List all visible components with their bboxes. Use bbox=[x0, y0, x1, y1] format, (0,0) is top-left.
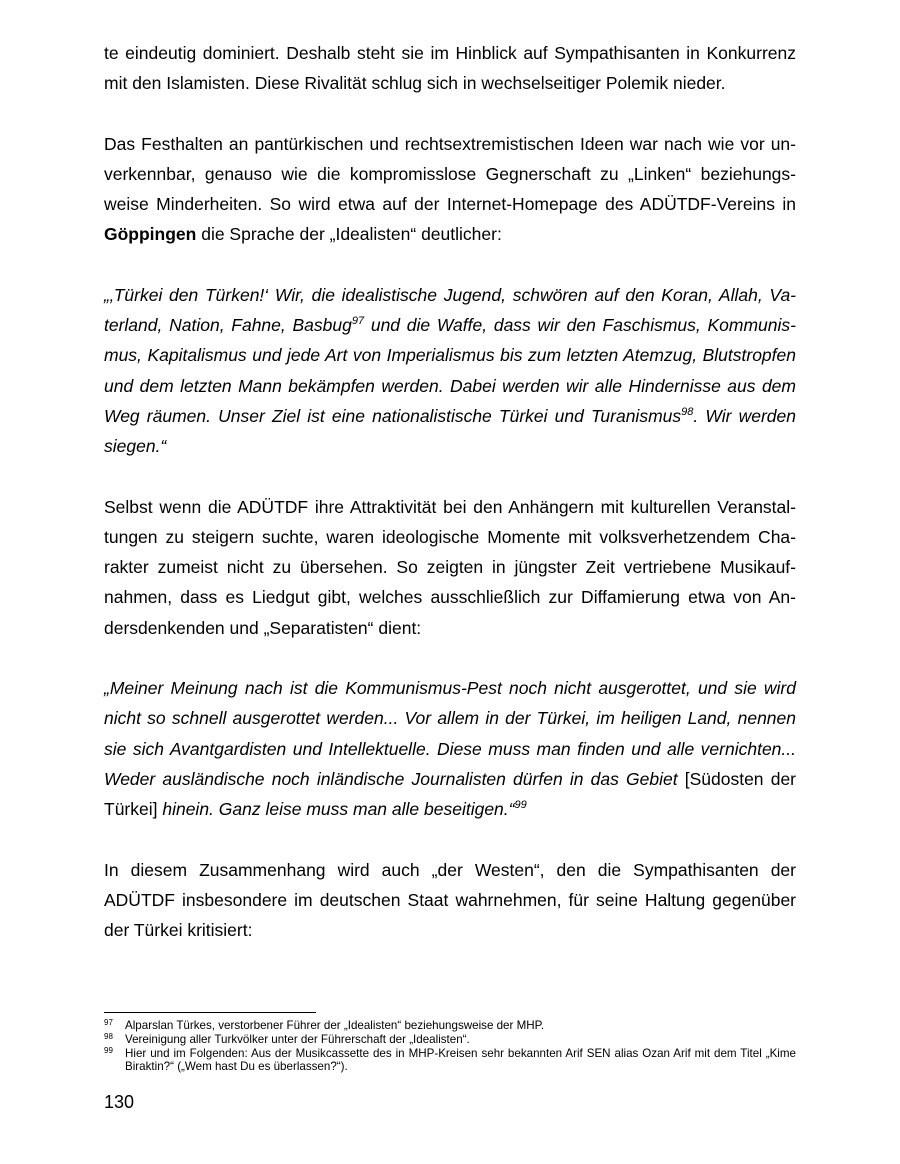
footnote-number: 97 bbox=[104, 1018, 113, 1027]
quote-block-2: „Meiner Meinung nach ist die Kommunismus-Pest noch nicht ausgerottet, und sie wird nicht so schnell ausgerottet werden... Vor allem in der Türkei, im heiligen Land, nennen sie sich Avantgardisten und Intellektuelle. Diese muss man finden und alle vernichten... Weder ausländische noch inländische Journalisten dürfen in das Gebiet [Südosten der Türkei] hinein. Ganz leise muss man alle beseitigen.“$^{99}$ bbox=[104, 678, 796, 820]
footnote-ref-98: 98 bbox=[681, 405, 694, 418]
editorial-insert: [Südosten der Türkei] bbox=[104, 768, 796, 820]
footnote-text: Alparslan Türkes, verstorbener Führer der „Idealisten“ beziehungsweise der MHP. bbox=[125, 1019, 545, 1032]
footnote-separator bbox=[104, 1012, 316, 1013]
page-number: 130 bbox=[104, 1092, 135, 1112]
paragraph-1: te eindeutig dominiert. Deshalb steht sie im Hinblick auf Sympathisanten in Konkurrenz mit den Islamisten. Diese Rivalität schlug sich in wechselseitiger Polemik nieder. bbox=[104, 43, 796, 94]
footnote-number: 98 bbox=[104, 1031, 113, 1041]
footnotes bbox=[104, 1019, 796, 1074]
footnote-97 bbox=[104, 1019, 796, 1033]
main-text bbox=[104, 38, 796, 945]
footnote-98 bbox=[104, 1033, 796, 1047]
footnote-ref-97: 97 bbox=[351, 315, 365, 328]
footnote-number: 99 bbox=[104, 1045, 113, 1055]
paragraph-2: Das Festhalten an pantürkischen und rechtsextremistischen Ideen war nach wie vor unverkennbar, genauso wie die kompromisslose Gegnerschaft zu „Linken“ beziehungsweise Minderheiten. So wird etwa auf der Internet-Homepage des ADÜTDF-Vereins in Göppingen die Sprache der „Idealisten“ deutlicher: bbox=[104, 133, 796, 245]
footnote-ref-99: 99 bbox=[514, 799, 527, 812]
paragraph-4: In diesem Zusammenhang wird auch „der Westen“, den die Sympathisanten der ADÜTDF insbesondere im deutschen Staat wahrnehmen, für seine Haltung gegenüber der Türkei kritisiert: bbox=[104, 859, 796, 941]
paragraph-3: Selbst wenn die ADÜTDF ihre Attraktivität bei den Anhängern mit kulturellen Veranstaltungen zu steigern suchte, waren ideologische Momente mit volksverhetzendem Charakter zumeist nicht zu übersehen. So zeigten in jüngster Zeit vertriebene Musikaufnahmen, dass es Liedgut gibt, welches ausschließlich zur Diffamierung etwa von Andersdenkenden und „Separatisten“ dient: bbox=[104, 496, 796, 638]
footnote-text: Vereinigung aller Turkvölker unter der Führerschaft der „Idealisten“. bbox=[125, 1032, 470, 1046]
footnote-text: Hier und im Folgenden: Aus der Musikcassette des in MHP-Kreisen sehr bekannten Arif SEN alias Ozan Arif mit dem Titel „Kime Biraktin?“ („Wem hast Du es überlassen?“). bbox=[125, 1046, 796, 1074]
place-name-goeppingen: Göppingen bbox=[104, 224, 197, 245]
footnote-99 bbox=[104, 1047, 796, 1075]
quote-block-1: „‚Türkei den Türken!‘ Wir, die idealistische Jugend, schwören auf den Koran, Allah, Vaterland, Nation, Fahne, Basbug$^{97}$ und die Waffe, dass wir den Faschismus, Kommunismus, Kapitalismus und jede Art von Imperialismus bis zum letzten Atemzug, Blutstropfen und dem letzten Mann bekämpfen werden. Dabei werden wir alle Hindernisse aus dem Weg räumen. Unser Ziel ist eine nationalistische Türkei und Turanismus$^{98}$. Wir werden siegen.“ bbox=[104, 284, 796, 457]
